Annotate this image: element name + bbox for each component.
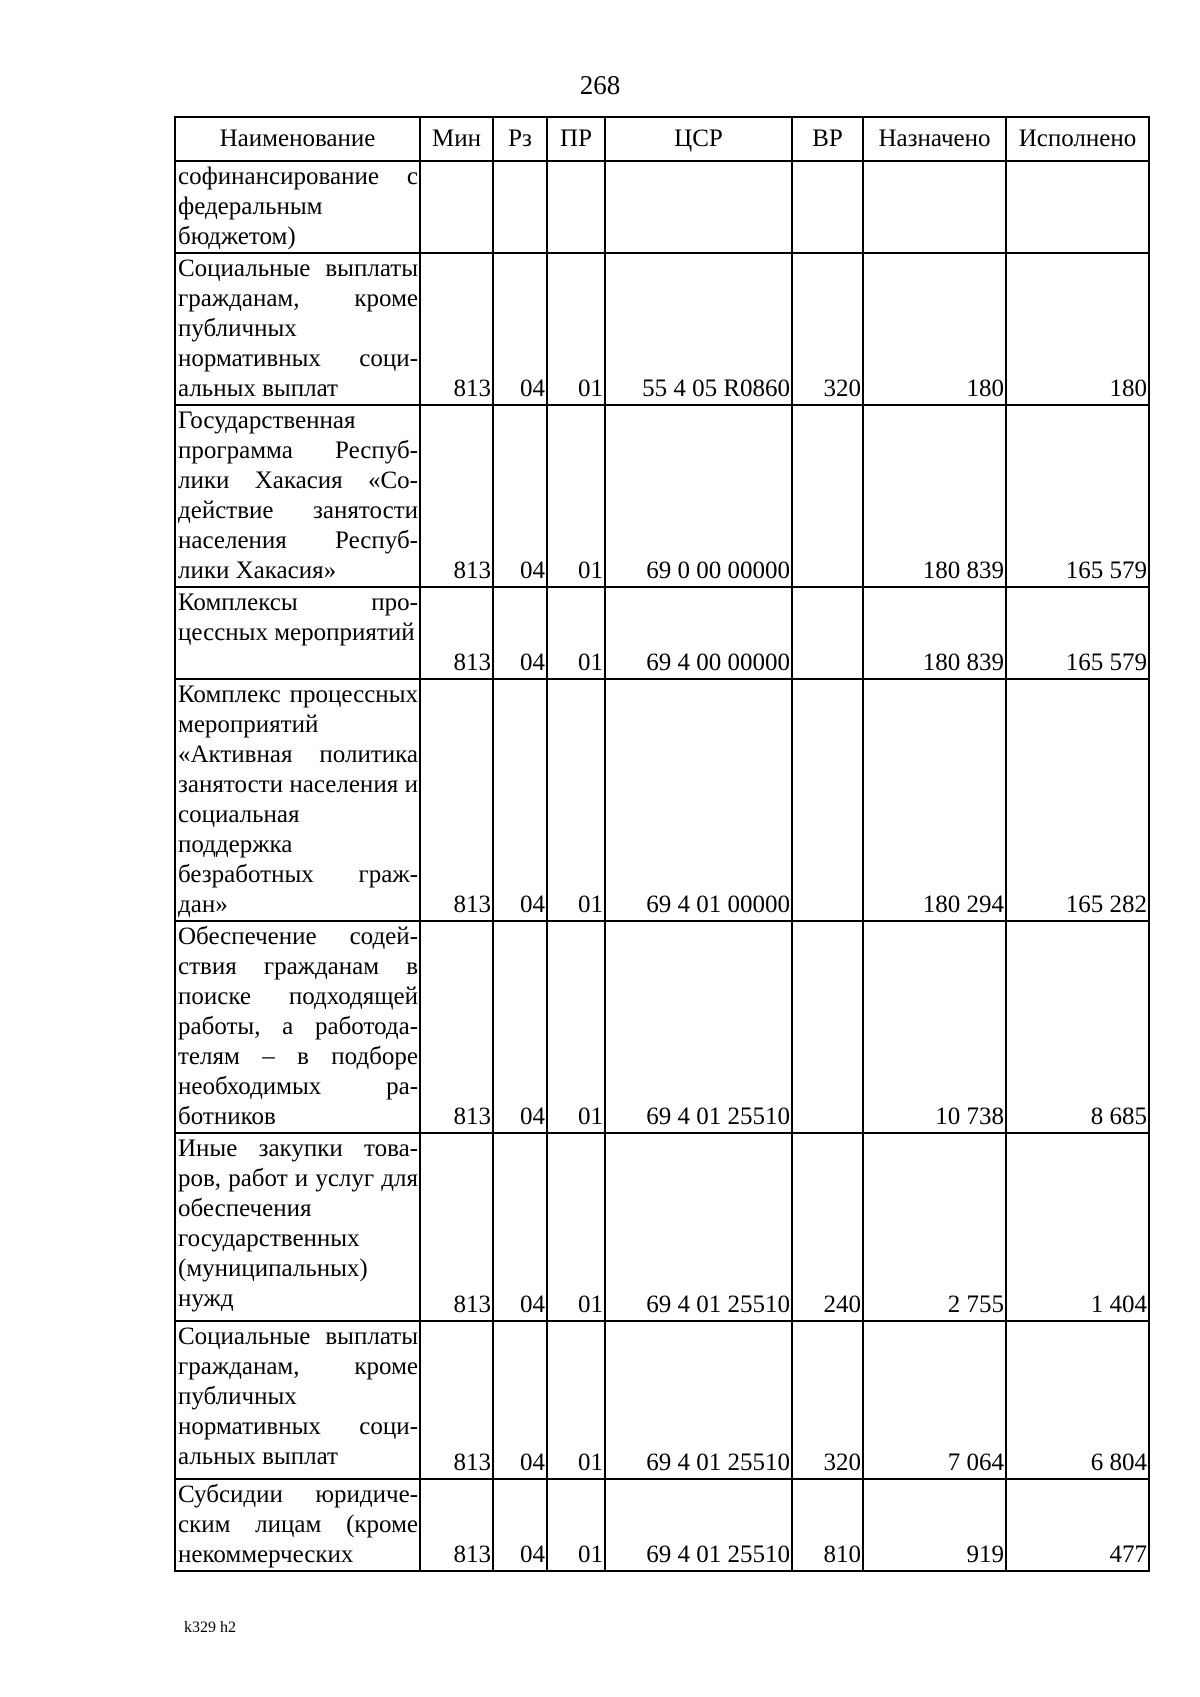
row-executed <box>1006 161 1149 253</box>
table-row <box>175 679 1149 921</box>
row-vr <box>792 405 863 587</box>
row-assigned: 10 738 <box>863 921 1006 1133</box>
row-pr: 01 <box>547 1321 605 1479</box>
row-assigned: 180 839 <box>863 405 1006 587</box>
row-assigned: 180 <box>863 253 1006 405</box>
page-number: 268 <box>579 70 621 100</box>
row-min: 813 <box>420 405 493 587</box>
table-row <box>175 1479 1149 1571</box>
row-assigned <box>863 161 1006 253</box>
row-name: Социальные выплаты гражданам, кроме публичных нормативных социальных выплат <box>175 253 420 405</box>
row-name: Иные закупки товаров, работ и услуг для обеспечения государственных (муниципальных) нужд <box>175 1133 420 1321</box>
row-executed: 180 <box>1006 253 1149 405</box>
row-pr: 01 <box>547 679 605 921</box>
row-vr <box>792 679 863 921</box>
table-row <box>175 1321 1149 1479</box>
row-name: Комплекс процессных мероприятий «Активная политика занятости населения и социальная поддержка безработных граждан» <box>175 679 420 921</box>
table-row <box>175 1133 1149 1321</box>
row-rz: 04 <box>493 587 547 679</box>
row-rz: 04 <box>493 253 547 405</box>
row-executed: 1 404 <box>1006 1133 1149 1321</box>
row-min: 813 <box>420 1133 493 1321</box>
row-vr: 240 <box>792 1133 863 1321</box>
table-row <box>175 921 1149 1133</box>
row-rz: 04 <box>493 1133 547 1321</box>
row-min: 813 <box>420 679 493 921</box>
table-row <box>175 587 1149 679</box>
row-name: Субсидии юридическим лицам (кроме некоммерческих <box>175 1479 420 1571</box>
row-name: софинансирование с федеральным бюджетом) <box>175 161 420 253</box>
row-vr: 320 <box>792 253 863 405</box>
row-pr: 01 <box>547 1479 605 1571</box>
row-assigned: 180 294 <box>863 679 1006 921</box>
row-assigned: 7 064 <box>863 1321 1006 1479</box>
header-executed: Исполнено <box>1006 117 1149 161</box>
budget-table <box>174 116 1150 1572</box>
row-csr <box>605 161 792 253</box>
header-pr: ПР <box>547 117 605 161</box>
row-pr: 01 <box>547 921 605 1133</box>
row-rz: 04 <box>493 679 547 921</box>
row-pr: 01 <box>547 1133 605 1321</box>
row-executed: 8 685 <box>1006 921 1149 1133</box>
row-csr: 69 4 01 25510 <box>605 921 792 1133</box>
row-name: Комплексы процессных мероприятий <box>175 587 420 679</box>
table-row <box>175 405 1149 587</box>
row-rz: 04 <box>493 405 547 587</box>
row-csr: 69 4 01 25510 <box>605 1133 792 1321</box>
row-vr <box>792 921 863 1133</box>
row-executed: 477 <box>1006 1479 1149 1571</box>
row-assigned: 919 <box>863 1479 1006 1571</box>
row-min: 813 <box>420 1321 493 1479</box>
row-min: 813 <box>420 253 493 405</box>
row-csr: 55 4 05 R0860 <box>605 253 792 405</box>
row-min <box>420 161 493 253</box>
row-executed: 165 579 <box>1006 587 1149 679</box>
row-vr <box>792 587 863 679</box>
header-vr: ВР <box>792 117 863 161</box>
row-rz: 04 <box>493 921 547 1133</box>
header-csr: ЦСР <box>605 117 792 161</box>
header-rz: Рз <box>493 117 547 161</box>
footer-document-code: k329 h2 <box>184 1619 236 1636</box>
row-csr: 69 0 00 00000 <box>605 405 792 587</box>
table-row <box>175 161 1149 253</box>
row-min: 813 <box>420 587 493 679</box>
row-csr: 69 4 01 25510 <box>605 1321 792 1479</box>
header-assigned: Назначено <box>863 117 1006 161</box>
row-name: Государственная программа Республики Хакасия «Содействие занятости населения Республики Хакасия» <box>175 405 420 587</box>
row-rz: 04 <box>493 1479 547 1571</box>
row-min: 813 <box>420 921 493 1133</box>
row-name: Социальные выплаты гражданам, кроме публичных нормативных социальных выплат <box>175 1321 420 1479</box>
row-rz: 04 <box>493 1321 547 1479</box>
row-executed: 6 804 <box>1006 1321 1149 1479</box>
row-pr: 01 <box>547 405 605 587</box>
row-vr <box>792 161 863 253</box>
row-assigned: 180 839 <box>863 587 1006 679</box>
table-row <box>175 253 1149 405</box>
row-rz <box>493 161 547 253</box>
row-min: 813 <box>420 1479 493 1571</box>
header-name: Наименование <box>175 117 420 161</box>
row-csr: 69 4 00 00000 <box>605 587 792 679</box>
row-vr: 810 <box>792 1479 863 1571</box>
row-csr: 69 4 01 00000 <box>605 679 792 921</box>
row-pr: 01 <box>547 587 605 679</box>
row-pr: 01 <box>547 253 605 405</box>
row-executed: 165 282 <box>1006 679 1149 921</box>
table-header-row <box>175 117 1149 161</box>
row-executed: 165 579 <box>1006 405 1149 587</box>
row-pr <box>547 161 605 253</box>
row-assigned: 2 755 <box>863 1133 1006 1321</box>
row-vr: 320 <box>792 1321 863 1479</box>
header-min: Мин <box>420 117 493 161</box>
row-name: Обеспечение содействия гражданам в поиске подходящей работы, а работодателям – в подборе необходимых работников <box>175 921 420 1133</box>
row-csr: 69 4 01 25510 <box>605 1479 792 1571</box>
